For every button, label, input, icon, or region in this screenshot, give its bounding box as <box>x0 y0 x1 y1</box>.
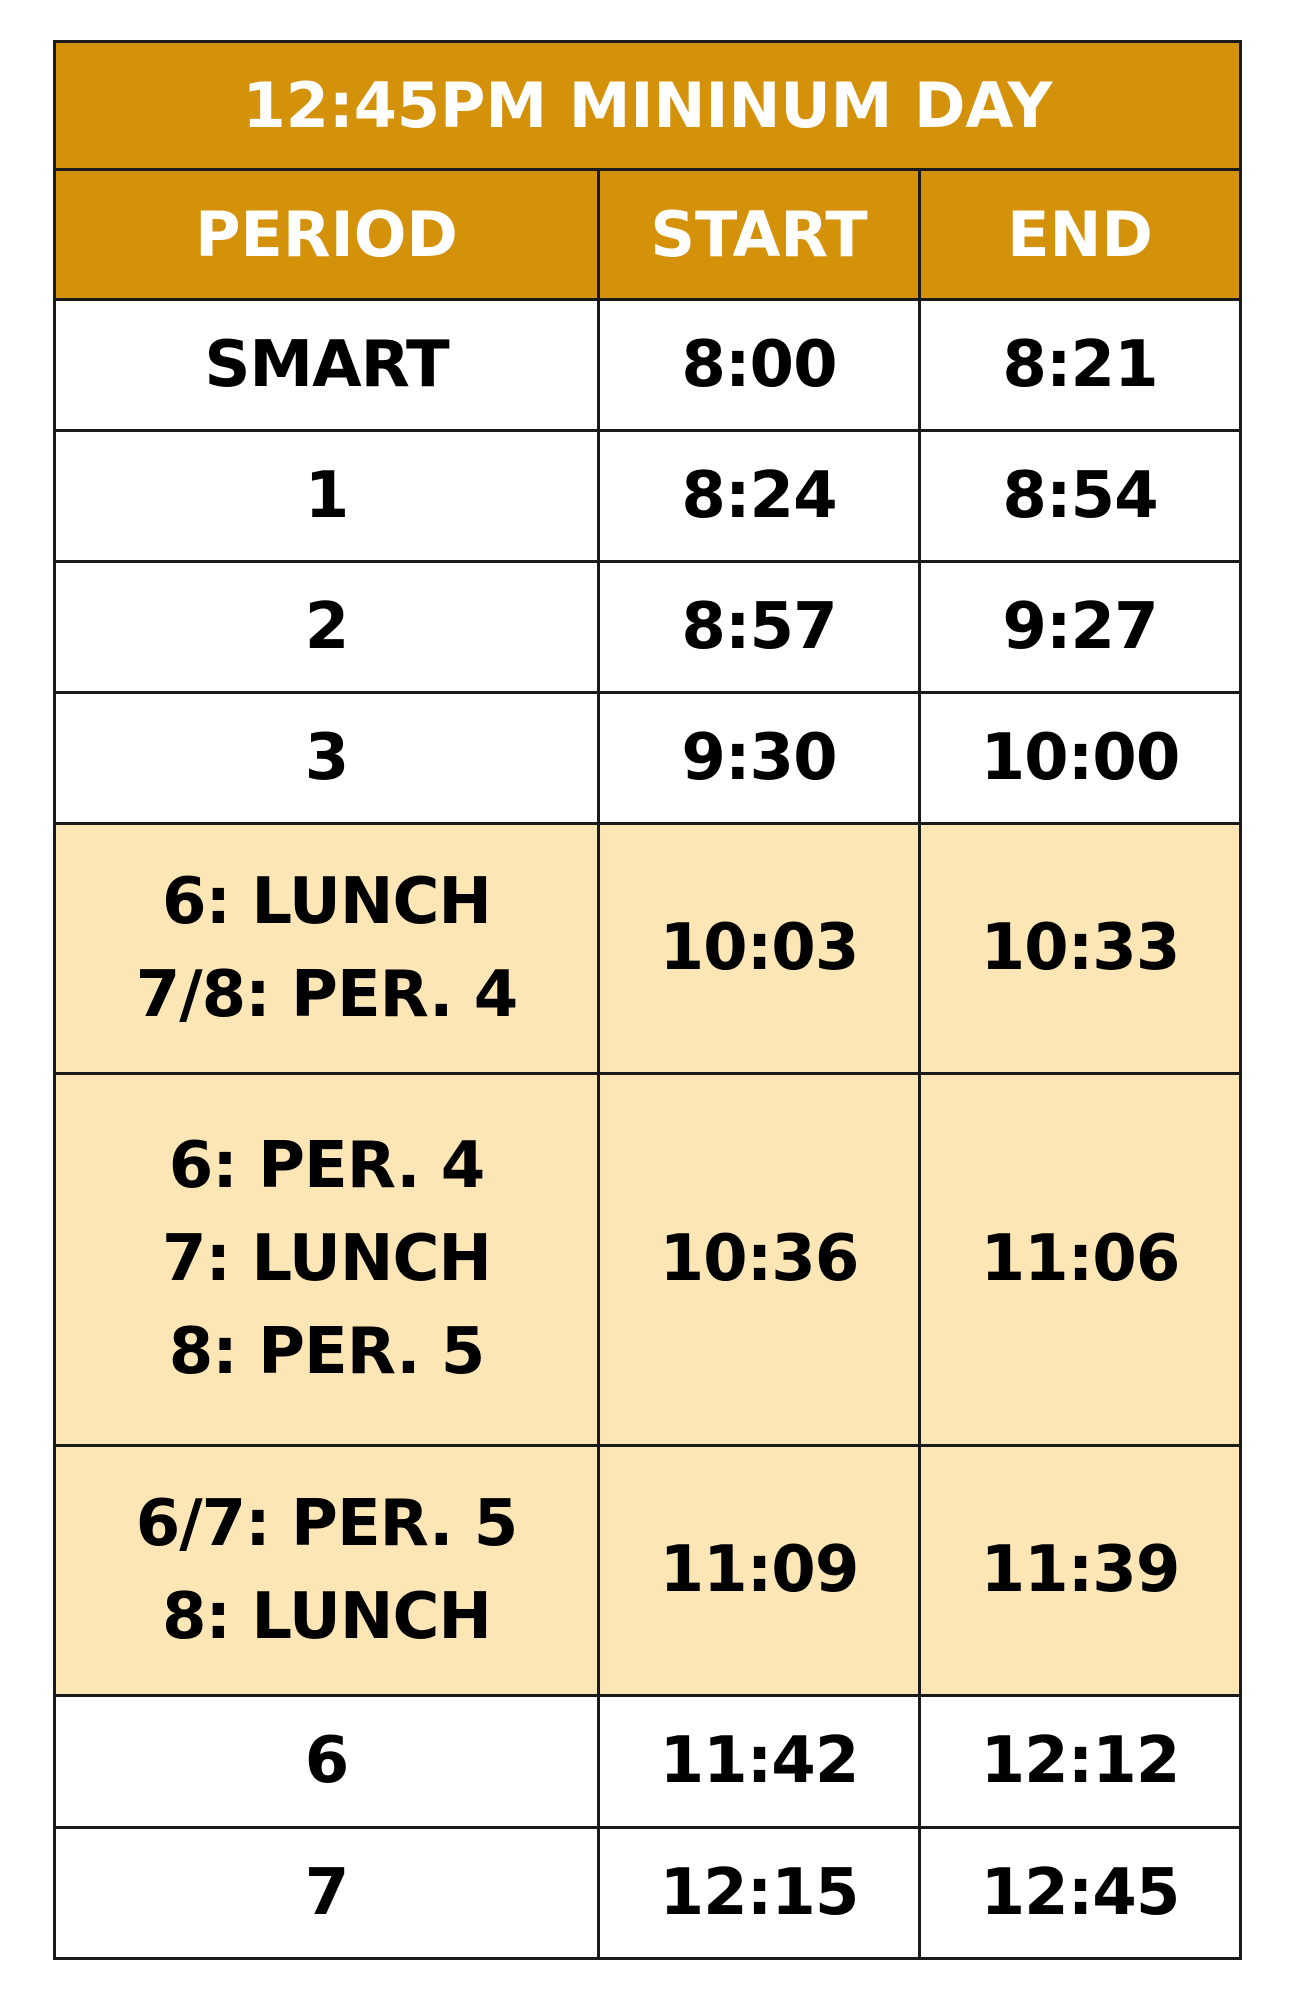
period-cell <box>55 431 599 562</box>
period-label: 2 <box>304 589 349 664</box>
period-label: 6 <box>304 1724 349 1799</box>
period-cell <box>55 1074 599 1446</box>
start-time: 10:36 <box>599 1074 920 1446</box>
end-time: 12:12 <box>920 1696 1241 1828</box>
period-label: 8: PER. 5 <box>168 1314 485 1389</box>
table-row <box>55 693 1241 824</box>
schedule-title: 12:45PM MININUM DAY <box>55 42 1241 170</box>
table-row <box>55 1828 1241 1959</box>
table-row-highlighted <box>55 1074 1241 1446</box>
period-label: 7: LUNCH <box>162 1222 491 1297</box>
start-time: 12:15 <box>599 1828 920 1959</box>
end-time: 12:45 <box>920 1828 1241 1959</box>
table-row <box>55 562 1241 693</box>
period-label: 6: PER. 4 <box>168 1129 485 1204</box>
table-row <box>55 431 1241 562</box>
period-cell <box>55 1828 599 1959</box>
start-time: 11:09 <box>599 1446 920 1696</box>
start-header: START <box>599 170 920 300</box>
start-time: 8:00 <box>599 300 920 431</box>
period-label: 6/7: PER. 5 <box>135 1486 518 1561</box>
period-label: 1 <box>304 458 349 533</box>
table-row <box>55 300 1241 431</box>
end-time: 11:06 <box>920 1074 1241 1446</box>
period-label: 3 <box>304 720 349 795</box>
period-label: 6: LUNCH <box>162 864 491 939</box>
period-cell <box>55 693 599 824</box>
end-time: 9:27 <box>920 562 1241 693</box>
period-label: 7/8: PER. 4 <box>135 957 518 1032</box>
period-cell <box>55 1446 599 1696</box>
end-time: 8:54 <box>920 431 1241 562</box>
period-cell <box>55 824 599 1074</box>
end-time: 10:00 <box>920 693 1241 824</box>
start-time: 10:03 <box>599 824 920 1074</box>
period-cell <box>55 1696 599 1828</box>
table-row <box>55 1696 1241 1828</box>
table-row-highlighted <box>55 824 1241 1074</box>
period-label: 7 <box>304 1855 349 1930</box>
start-time: 8:24 <box>599 431 920 562</box>
period-cell <box>55 562 599 693</box>
schedule-table <box>53 40 1242 1960</box>
table-row-highlighted <box>55 1446 1241 1696</box>
period-header: PERIOD <box>55 170 599 300</box>
end-time: 8:21 <box>920 300 1241 431</box>
title-row <box>55 42 1241 170</box>
period-label: 8: LUNCH <box>162 1579 491 1654</box>
end-time: 10:33 <box>920 824 1241 1074</box>
end-header: END <box>920 170 1241 300</box>
start-time: 11:42 <box>599 1696 920 1828</box>
header-row <box>55 170 1241 300</box>
start-time: 8:57 <box>599 562 920 693</box>
period-label: SMART <box>204 327 449 402</box>
period-cell <box>55 300 599 431</box>
start-time: 9:30 <box>599 693 920 824</box>
end-time: 11:39 <box>920 1446 1241 1696</box>
